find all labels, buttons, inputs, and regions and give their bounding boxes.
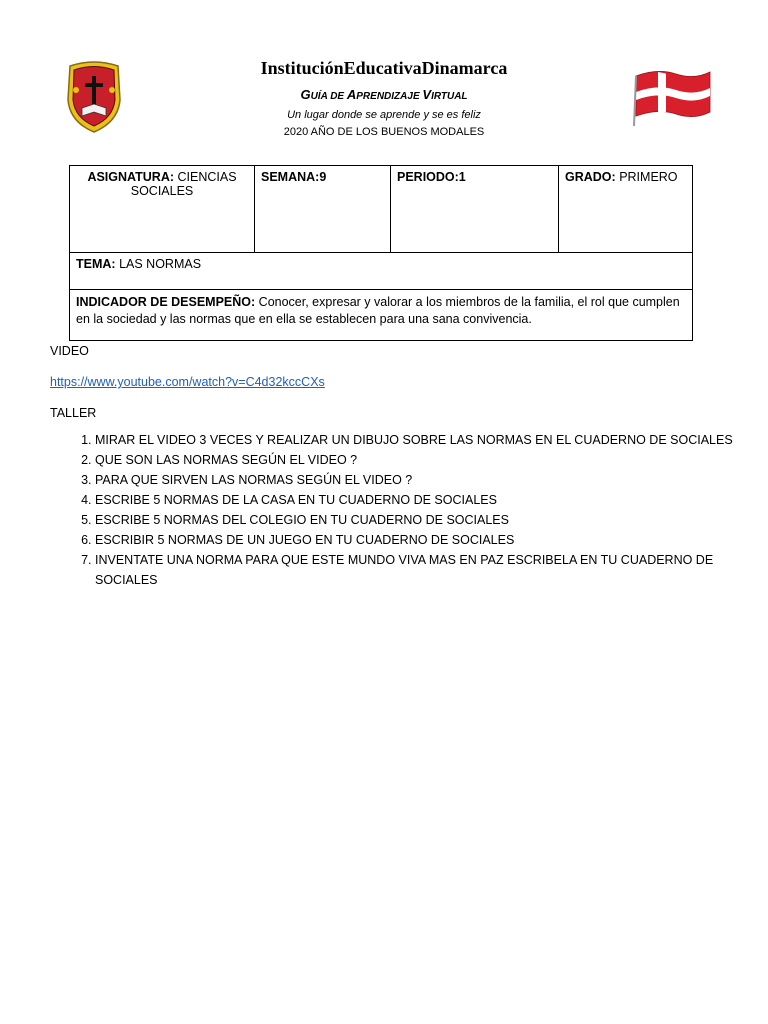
taller-heading: TALLER (50, 406, 97, 420)
youtube-video-link[interactable]: https://www.youtube.com/watch?v=C4d32kccCXs (50, 375, 325, 389)
year-motto: 2020 AÑO DE LOS BUENOS MODALES (283, 126, 485, 138)
institution-name: InstituciónEducativaDinamarca (260, 58, 508, 78)
guide-title-cap-2: A (346, 87, 357, 102)
grado-cell (559, 166, 693, 253)
tema-cell (70, 253, 693, 290)
guide-title (0, 87, 768, 102)
semana-cell (255, 166, 391, 253)
grado-label: GRADO: (565, 170, 616, 184)
grado-value: PRIMERO (619, 170, 678, 184)
periodo-cell (391, 166, 559, 253)
task-item: 1. MIRAR EL VIDEO 3 VECES Y REALIZAR UN DIBUJO SOBRE LAS NORMAS EN EL CUADERNO DE SOCIALES (95, 430, 755, 450)
video-heading: VIDEO (50, 344, 89, 358)
indicador-cell (70, 290, 693, 341)
task-list (50, 430, 755, 590)
periodo-label: PERIODO:1 (397, 170, 466, 184)
indicador-value: Conocer, expresar y valorar a los miembros de la familia, el rol que cumplen en la sociedad y las normas que en ella se establecen para una sana convivencia. (76, 295, 680, 326)
asignatura-value: CIENCIAS SOCIALES (130, 170, 237, 198)
task-item: 4. ESCRIBE 5 NORMAS DE LA CASA EN TU CUADERNO DE SOCIALES (95, 490, 755, 510)
task-item: 5. ESCRIBE 5 NORMAS DEL COLEGIO EN TU CUADERNO DE SOCIALES (95, 510, 755, 530)
subject-info-table (69, 165, 693, 341)
guide-title-cap-1: G (300, 87, 311, 102)
guide-title-rest-3: IRTUAL (431, 91, 468, 102)
guide-title-rest-1: UÍA DE (310, 91, 347, 102)
task-item: 6. ESCRIBIR 5 NORMAS DE UN JUEGO EN TU CUADERNO DE SOCIALES (95, 530, 755, 550)
task-item: 7. INVENTATE UNA NORMA PARA QUE ESTE MUNDO VIVA MAS EN PAZ ESCRIBELA EN TU CUADERNO DE SOCIALES (95, 550, 755, 590)
school-tagline: Un lugar donde se aprende y se es feliz (287, 109, 481, 121)
task-item: 3. PARA QUE SIRVEN LAS NORMAS SEGÚN EL VIDEO ? (95, 470, 755, 490)
tema-label: TEMA: (76, 257, 116, 271)
tema-value: LAS NORMAS (119, 257, 202, 271)
indicador-label: INDICADOR DE DESEMPEÑO: (76, 295, 256, 309)
asignatura-label: ASIGNATURA: (87, 170, 175, 184)
semana-label: SEMANA:9 (261, 170, 327, 184)
asignatura-cell (70, 166, 255, 253)
guide-title-cap-3: V (422, 87, 432, 102)
task-item: 2. QUE SON LAS NORMAS SEGÚN EL VIDEO ? (95, 450, 755, 470)
guide-title-rest-2: PRENDIZAJE (356, 91, 423, 102)
